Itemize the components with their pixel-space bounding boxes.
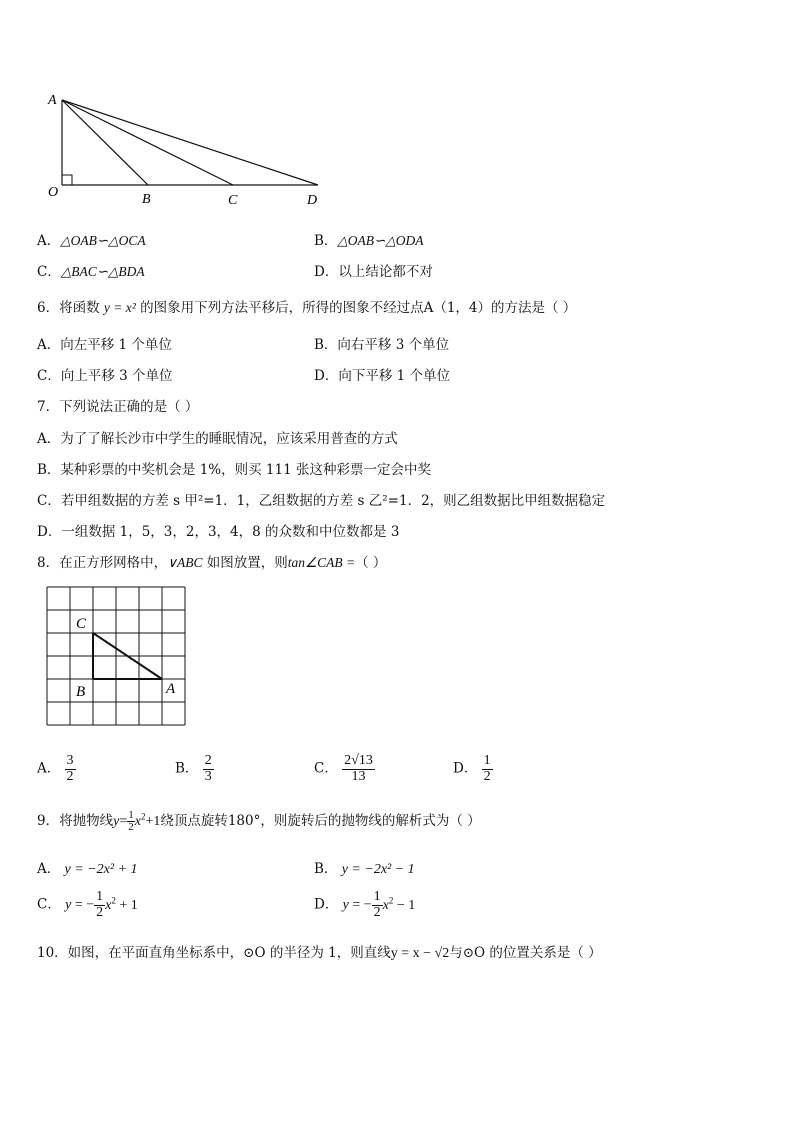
q9-option-c: C． y = − $\frac{1}{2}$ $x^2 + 1$ [37,889,138,920]
grid-label-b: B [76,684,86,700]
segment-ad [62,100,318,185]
label-o: O [48,185,59,200]
figure-triangle [40,88,340,210]
label-b: B [142,192,151,207]
segment-ab [62,100,148,185]
q6-option-c: C．向上平移 3 个单位 [37,368,173,384]
right-angle-mark [62,175,72,185]
q9-option-a: A． y = −2x² + 1 [37,861,138,877]
q8-option-d: D． $\frac{1}{2}$ [453,753,491,784]
q5-option-b: B．△OAB∽△ODA [314,233,424,249]
q6-option-b: B．向右平移 3 个单位 [314,337,450,353]
figure-grid [46,586,188,726]
q8-option-c: C． $\frac{2√13}{13}$ [314,753,373,784]
label-c: C [228,193,238,208]
q7-option-c: C．若甲组数据的方差 s 甲²=1．1，乙组数据的方差 s 乙²=1．2，则乙组数据比甲组数据稳定 [37,493,606,509]
q6-stem: 6．将函数 y = x² 的图象用下列方法平移后，所得的图象不经过点A（1，4）的方法是（ ） [37,300,577,316]
q8-stem: 8．在正方形网格中，∨ABC 如图放置，则tan∠CAB =（ ） [37,555,387,571]
q7-stem: 7．下列说法正确的是（ ） [37,399,199,415]
segment-ac [62,100,233,185]
q7-option-a: A．为了了解长沙市中学生的睡眠情况，应该采用普查的方式 [37,431,398,447]
q10-stem: 10．如图，在平面直角坐标系中，⊙O 的半径为 1，则直线y = x − √2与⊙O 的位置关系是（ ） [37,945,602,961]
q5-option-a: A．△OAB∽△OCA [37,233,146,249]
label-a: A [48,93,57,108]
q6-option-a: A．向左平移 1 个单位 [37,337,172,353]
grid-label-a: A [166,681,176,697]
q5-option-c: C．△BAC∽△BDA [37,264,145,280]
q7-option-b: B．某种彩票的中奖机会是 1%，则买 111 张这种彩票一定会中奖 [37,462,431,478]
q5-option-d: D．以上结论都不对 [314,264,433,280]
grid-label-c: C [76,616,87,632]
q9-option-d: D． y = − $\frac{1}{2}$ $x^2 - 1$ [314,889,416,920]
q8-option-b: B． $\frac{2}{3}$ [175,753,212,784]
q7-option-d: D．一组数据 1，5，3，2，3，4，8 的众数和中位数都是 3 [37,524,400,540]
label-d: D [307,193,318,208]
q8-option-a: A． $\frac{3}{2}$ [37,753,74,784]
q6-option-d: D．向下平移 1 个单位 [314,368,450,384]
q9-option-b: B． y = −2x² − 1 [314,861,415,877]
q9-stem: 9．将抛物线y= $\frac{1}{2}$ $x^2+1$绕顶点旋转180°，则旋转后的抛物线的解析式为（ ） [37,809,481,833]
